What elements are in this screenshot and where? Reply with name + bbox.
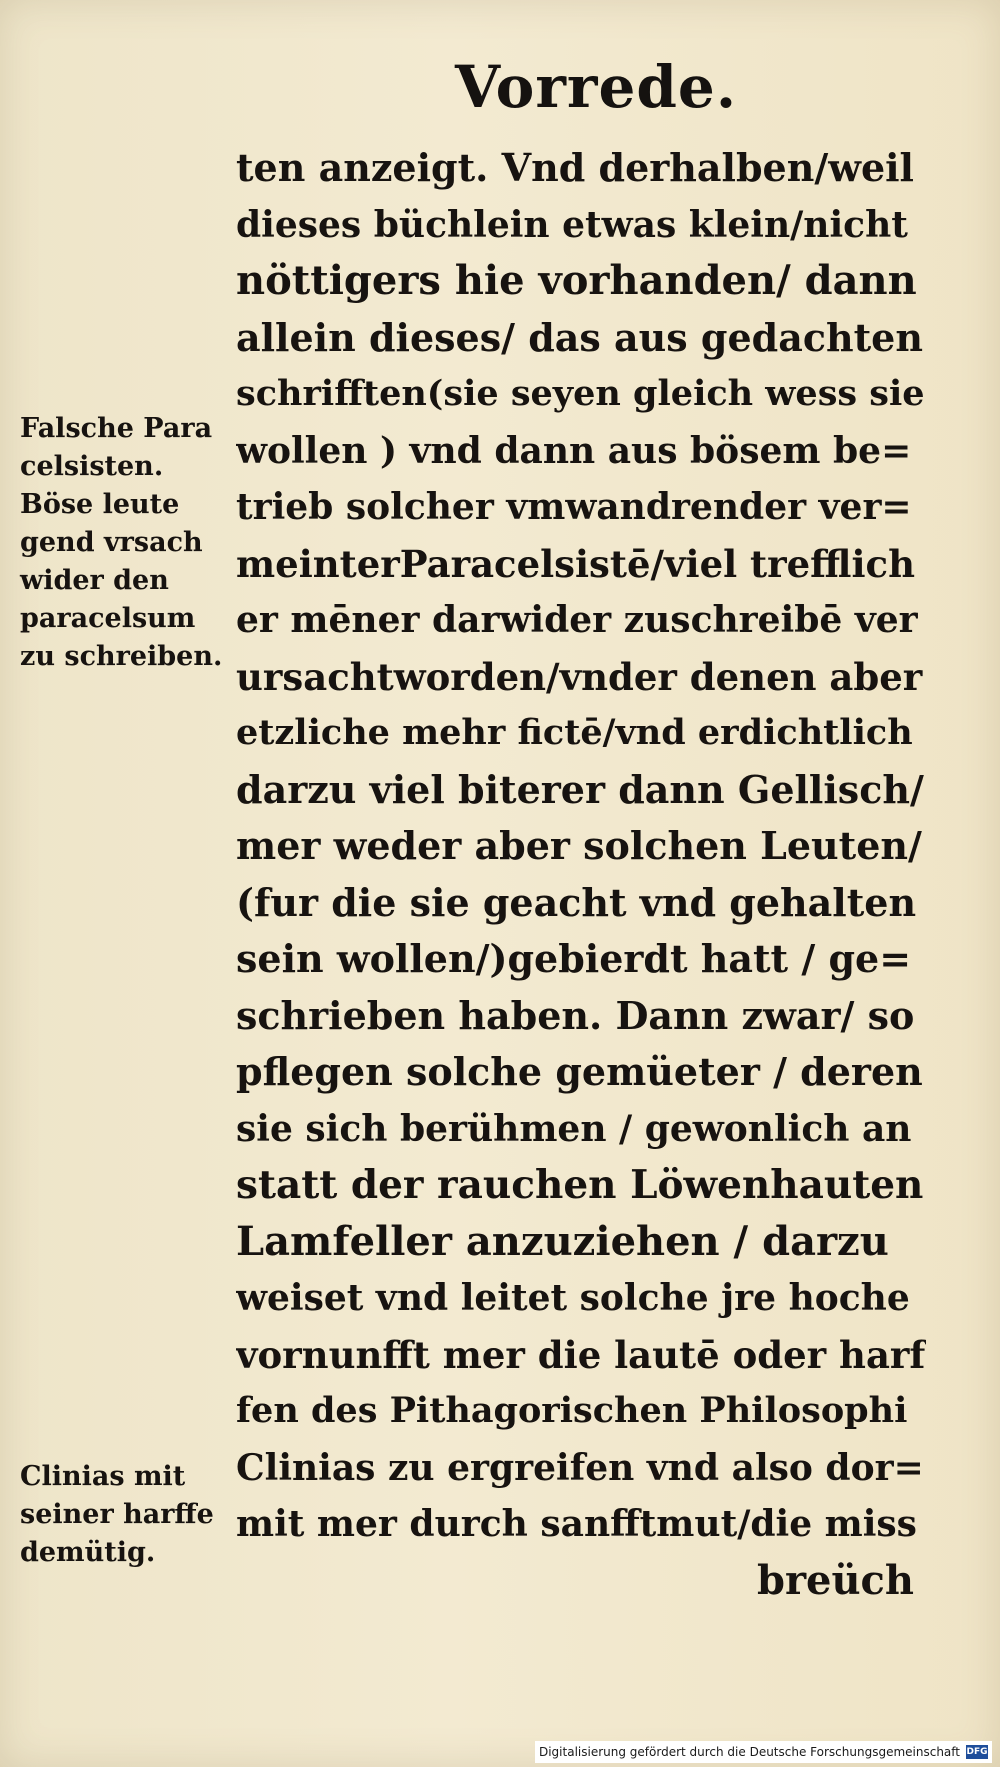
marginal-line: demütig.	[20, 1537, 156, 1568]
footer-text: Digitalisierung gefördert durch die Deutsche Forschungsgemeinschaft	[538, 1745, 960, 1759]
text-line: ten anzeigt. Vnd derhalben/weil	[236, 145, 914, 190]
page-heading: Vorrede.	[455, 53, 738, 121]
text-line: Lamfeller anzuziehen / darzu	[236, 1217, 889, 1265]
marginal-line: gend vrsach	[20, 527, 203, 558]
marginal-line: celsisten.	[20, 451, 164, 482]
body-text	[236, 140, 926, 1609]
text-line: statt der rauchen Löwenhauten	[236, 1162, 924, 1208]
text-line: etzliche mehr fictē/vnd erdichtlich	[236, 712, 913, 753]
text-line: mer weder aber solchen Leuten/	[236, 823, 922, 868]
marginal-line: Falsche Para	[20, 413, 213, 444]
text-line: ursachtworden/vnder denen aber	[236, 654, 923, 699]
marginal-line: Böse leute	[20, 489, 180, 520]
marginal-note-clinias	[20, 1458, 230, 1572]
text-line: sie sich berühmen / gewonlich an	[236, 1107, 912, 1150]
text-line: trieb solcher vmwandrender ver=	[236, 486, 912, 528]
text-line: nöttigers hie vorhanden/ dann	[236, 257, 917, 304]
text-line: pflegen solche gemüeter / deren	[236, 1049, 923, 1094]
catchword: breüch	[756, 1556, 914, 1604]
text-line: schrieben haben. Dann zwar/ so	[236, 992, 915, 1038]
marginal-note-paracelsists	[20, 410, 230, 676]
text-line: (fur die sie geacht vnd gehalten	[236, 879, 917, 925]
marginal-line: wider den	[20, 565, 169, 596]
text-line: er mēner darwider zuschreibē ver	[236, 599, 918, 641]
dfg-logo: DFG	[966, 1747, 988, 1757]
text-line: fen des Pithagorischen Philosophi	[236, 1390, 908, 1431]
text-line: darzu viel biterer dann Gellisch/	[236, 766, 924, 812]
marginal-line: paracelsum	[20, 603, 196, 634]
text-line: vornunfft mer die lautē oder harf	[236, 1332, 926, 1377]
text-line: wollen ) vnd dann aus bösem be=	[236, 429, 912, 472]
text-line: mit mer durch sanfftmut/die miss	[236, 1503, 917, 1545]
text-line: meinterParacelsistē/viel trefflich	[236, 541, 915, 586]
text-line: sein wollen/)gebierdt hatt / ge=	[236, 936, 912, 981]
text-line: allein dieses/ das aus gedachten	[236, 314, 923, 360]
text-line: Clinias zu ergreifen vnd also dor=	[236, 1446, 924, 1489]
footer-credit	[535, 1741, 992, 1763]
text-line: dieses büchlein etwas klein/nicht	[236, 203, 908, 246]
marginal-line: Clinias mit	[20, 1461, 186, 1492]
text-line: schrifften(sie seyen gleich wess sie	[236, 373, 925, 414]
marginal-line: zu schreiben.	[20, 641, 223, 672]
text-line: weiset vnd leitet solche jre hoche	[236, 1277, 910, 1319]
marginal-line: seiner harffe	[20, 1499, 214, 1530]
